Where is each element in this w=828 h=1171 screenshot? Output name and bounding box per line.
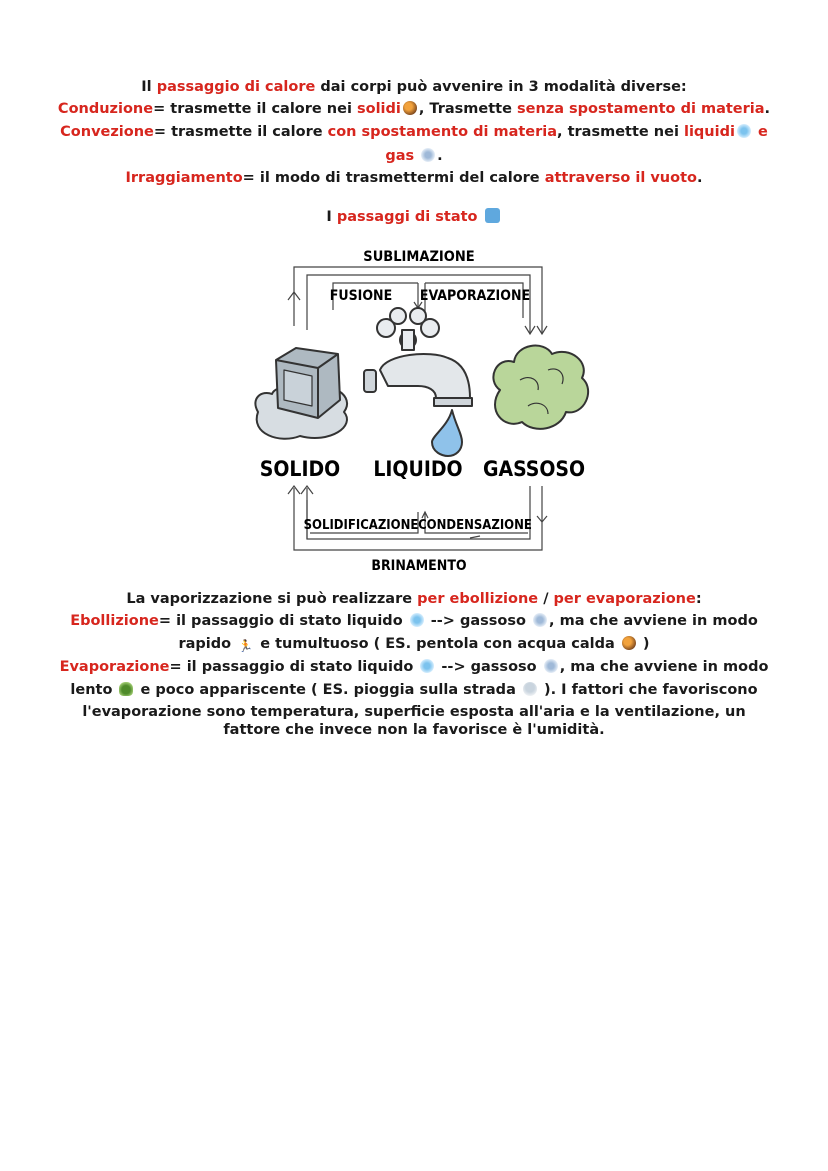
- highlight-text: solidi: [356, 101, 401, 117]
- highlight-text: per evaporazione: [553, 591, 696, 607]
- label-condensazione: CONDENSAZIONE: [418, 518, 532, 533]
- water-drops-icon: [737, 124, 751, 138]
- faucet-icon: [364, 308, 472, 456]
- wind-icon: [544, 659, 558, 673]
- label-gassoso: GASSOSO: [482, 457, 586, 481]
- rain-cloud-icon: [523, 682, 537, 696]
- text: .: [696, 170, 703, 186]
- cycle-icon: [485, 208, 500, 223]
- text: :: [695, 591, 702, 607]
- text: = trasmette il calore: [153, 124, 328, 140]
- highlight-text: per ebollizione: [417, 591, 539, 607]
- text: l'evaporazione sono temperatura, superficie esposta all'aria e la ventilazione, un: [82, 704, 746, 720]
- text: ). I fattori che favoriscono: [538, 682, 758, 698]
- text: , ma che avviene in modo: [549, 613, 758, 629]
- text: = il passaggio di stato liquido: [169, 659, 414, 675]
- evaporazione-line-4: [0, 719, 828, 741]
- text: e tumultuoso ( ES. pentola con acqua calda: [255, 636, 615, 652]
- text: = il passaggio di stato liquido: [158, 613, 403, 629]
- label-fusione: FUSIONE: [329, 288, 393, 304]
- highlight-text: con spostamento di materia: [327, 124, 558, 140]
- evaporazione-line-2: [0, 679, 828, 701]
- text: e: [752, 124, 768, 140]
- highlight-text: liquidi: [683, 124, 735, 140]
- text: = trasmette il calore nei: [153, 101, 357, 117]
- irraggiamento-line: [0, 167, 828, 189]
- irraggiamento-label: Irraggiamento: [125, 170, 243, 186]
- highlight-text: attraverso il vuoto: [544, 170, 697, 186]
- diagram-title: [0, 206, 828, 228]
- label-liquido: LIQUIDO: [373, 457, 463, 481]
- text: Il: [141, 79, 157, 95]
- conduzione-line: [0, 98, 828, 120]
- text: lento: [70, 682, 113, 698]
- text: e poco appariscente ( ES. pioggia sulla strada: [135, 682, 516, 698]
- evaporazione-line: [0, 656, 828, 678]
- text: I: [326, 209, 337, 225]
- evaporazione-label: Evaporazione: [59, 659, 170, 675]
- text: , ma che avviene in modo: [559, 659, 769, 675]
- vapor-line-1: [0, 588, 828, 610]
- states-of-matter-diagram: [0, 230, 828, 590]
- gas-line: [0, 145, 828, 167]
- highlight-text: passaggi di stato: [336, 209, 478, 225]
- sun-icon: [403, 101, 417, 115]
- highlight-text: senza spostamento di materia: [516, 101, 765, 117]
- convezione-label: Convezione: [60, 124, 154, 140]
- text: La vaporizzazione si può realizzare: [126, 591, 418, 607]
- highlight-text: gas: [385, 148, 415, 164]
- water-drops-icon: [420, 659, 434, 673]
- turtle-icon: [119, 682, 133, 696]
- conduzione-label: Conduzione: [57, 101, 154, 117]
- text: rapido: [178, 636, 232, 652]
- wind-icon: [533, 613, 547, 627]
- wind-icon: [421, 148, 435, 162]
- label-brinamento: BRINAMENTO: [371, 558, 467, 574]
- gas-cloud-icon: [493, 346, 588, 429]
- water-drops-icon: [410, 613, 424, 627]
- convezione-line: [0, 121, 828, 143]
- sun-icon: [622, 636, 636, 650]
- label-solido: SOLIDO: [259, 457, 341, 481]
- ebollizione-line-2: [0, 633, 828, 655]
- text: dai corpi può avvenire in 3 modalità diverse:: [315, 79, 687, 95]
- text: , Trasmette: [418, 101, 517, 117]
- text: = il modo di trasmettermi del calore: [242, 170, 545, 186]
- ebollizione-line: [0, 610, 828, 632]
- text: , trasmette nei: [557, 124, 684, 140]
- text: --> gassoso: [425, 613, 526, 629]
- text: .: [437, 148, 443, 164]
- intro-line-1: [0, 76, 828, 98]
- text: --> gassoso: [436, 659, 537, 675]
- ice-cube-icon: [255, 348, 347, 439]
- text: ): [637, 636, 650, 652]
- text: fattore che invece non la favorisce è l'umidità.: [223, 722, 605, 738]
- ebollizione-label: Ebollizione: [70, 613, 159, 629]
- label-sublimazione: SUBLIMAZIONE: [363, 249, 475, 265]
- label-evaporazione: EVAPORAZIONE: [419, 288, 531, 304]
- label-solidificazione: SOLIDIFICAZIONE: [303, 518, 419, 533]
- highlight-text: passaggio di calore: [156, 79, 316, 95]
- text: .: [764, 101, 771, 117]
- text: /: [538, 591, 554, 607]
- runner-icon: 🏃: [238, 639, 254, 653]
